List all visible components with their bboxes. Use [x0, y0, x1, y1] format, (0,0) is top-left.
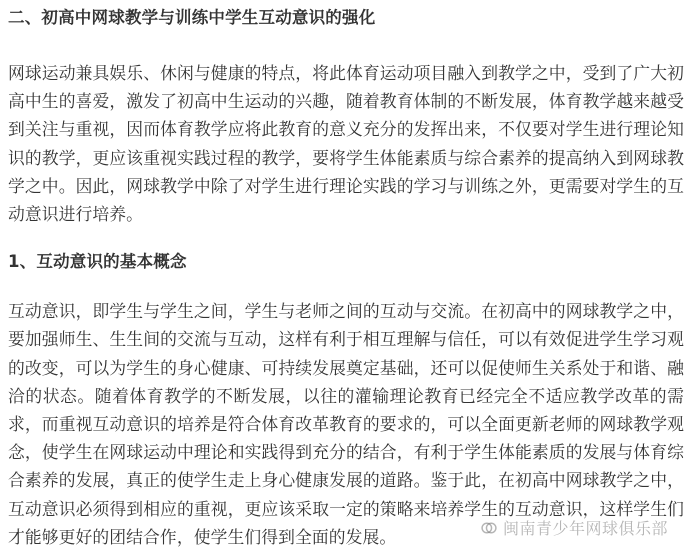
concept-paragraph: 互动意识，即学生与学生之间，学生与老师之间的互动与交流。在初高中的网球教学之中，要加强师生、生生间的交流与互动，这样有利于相互理解与信任，可以有效促进学生学习观的改变，可以为学生的身心健康、可持续发展奠定基础，还可以促使师生关系处于和谐、融洽的状态。随着体育教学的不断发展，以往的灌输理论教育已经完全不适应教学改革的需求，而重视互动意识的培养是符合体育改革教育的要求的，可以全面更新老师的网球教学观念，使学生在网球运动中理论和实践得到充分的结合，有利于学生体能素质的发展与体育综合素养的发展，真正的使学生走上身心健康发展的道路。鉴于此，在初高中网球教学之中，互动意识必须得到相应的重视，更应该采取一定的策略来培养学生的互动意识，这样学生们才能够更好的团结合作，使学生们得到全面的发展。	[8, 301, 684, 547]
watermark	[476, 516, 672, 539]
wechat-official-account-icon	[480, 520, 498, 536]
subsection-title: 1、互动意识的基本概念	[8, 252, 187, 272]
section-title: 二、初高中网球教学与训练中学生互动意识的强化	[8, 8, 376, 27]
watermark-text: 闽南青少年网球俱乐部	[502, 519, 668, 538]
intro-paragraph: 网球运动兼具娱乐、休闲与健康的特点，将此体育运动项目融入到教学之中，受到了广大初高中生的喜爱，激发了初高中生运动的兴趣，随着教育体制的不断发展，体育教学越来越受到关注与重视，因而体育教学应将此教育的意义充分的发挥出来，不仅要对学生进行理论知识的教学，更应该重视实践过程的教学，要将学生体能素质与综合素养的提高纳入到网球教学之中。因此，网球教学中除了对学生进行理论实践的学习与训练之外，更需要对学生的互动意识进行培养。	[8, 63, 684, 225]
article-body	[8, 4, 684, 551]
